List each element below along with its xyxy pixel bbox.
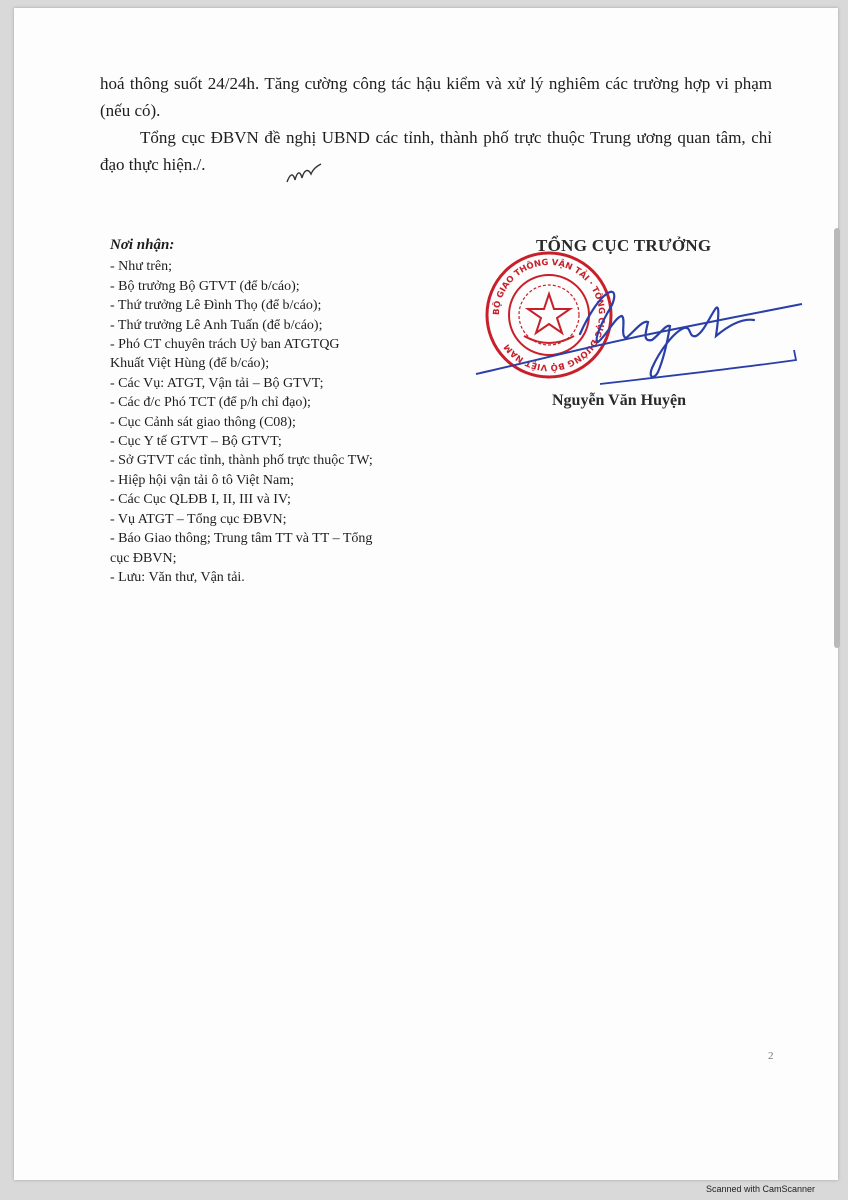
recipient-item: - Cục Y tế GTVT – Bộ GTVT; <box>110 434 282 450</box>
signer-name: Nguyễn Văn Huyện <box>552 392 686 409</box>
recipients-list <box>110 257 430 587</box>
recipient-item: - Bộ trưởng Bộ GTVT (để b/cáo); <box>110 278 300 294</box>
initials-mark <box>284 160 324 188</box>
vertical-scrollbar[interactable] <box>834 228 840 648</box>
recipient-item: - Lưu: Văn thư, Vận tải. <box>110 569 245 585</box>
document-page <box>14 8 838 1180</box>
recipient-item: - Báo Giao thông; Trung tâm TT và TT – Tổng <box>110 531 373 547</box>
recipient-item: - Cục Cảnh sát giao thông (C08); <box>110 414 296 430</box>
signer-title: TỔNG CỤC TRƯỞNG <box>536 236 712 255</box>
recipient-item: - Như trên; <box>110 259 173 275</box>
recipient-item: - Sở GTVT các tỉnh, thành phố trực thuộc TW; <box>110 453 373 469</box>
scanner-watermark: Scanned with CamScanner <box>706 1184 816 1194</box>
handwritten-signature <box>470 276 810 386</box>
recipients-block <box>110 236 430 587</box>
recipient-item: Khuất Việt Hùng (để b/cáo); <box>110 356 270 372</box>
recipient-item: - Thứ trưởng Lê Anh Tuấn (để b/cáo); <box>110 317 323 333</box>
recipient-item: - Các Cục QLĐB I, II, III và IV; <box>110 492 291 508</box>
page-number: 2 <box>768 1050 774 1062</box>
seal-text: BỘ GIAO THÔNG VẬN TẢI · TỔNG CỤC ĐƯỜNG BỘ VIỆT NAM <box>491 257 607 373</box>
body-paragraph-2: Tổng cục ĐBVN đề nghị UBND các tỉnh, thành phố trực thuộc Trung ương quan tâm, chỉ đạo thực hiện./. <box>100 128 772 174</box>
recipients-heading: Nơi nhận: <box>110 237 175 253</box>
recipient-item: - Hiệp hội vận tải ô tô Việt Nam; <box>110 472 294 488</box>
recipient-item: - Các Vụ: ATGT, Vận tải – Bộ GTVT; <box>110 375 324 391</box>
recipient-item: - Các đ/c Phó TCT (để p/h chỉ đạo); <box>110 395 311 411</box>
recipient-item: - Phó CT chuyên trách Uỷ ban ATGTQG <box>110 337 340 353</box>
recipient-item: - Vụ ATGT – Tổng cục ĐBVN; <box>110 511 287 527</box>
recipient-item: cục ĐBVN; <box>110 550 177 566</box>
recipient-item: - Thứ trưởng Lê Đình Thọ (để b/cáo); <box>110 298 322 314</box>
body-paragraph-1: hoá thông suốt 24/24h. Tăng cường công tác hậu kiểm và xử lý nghiêm các trường hợp vi phạm (nếu có). <box>100 74 772 120</box>
